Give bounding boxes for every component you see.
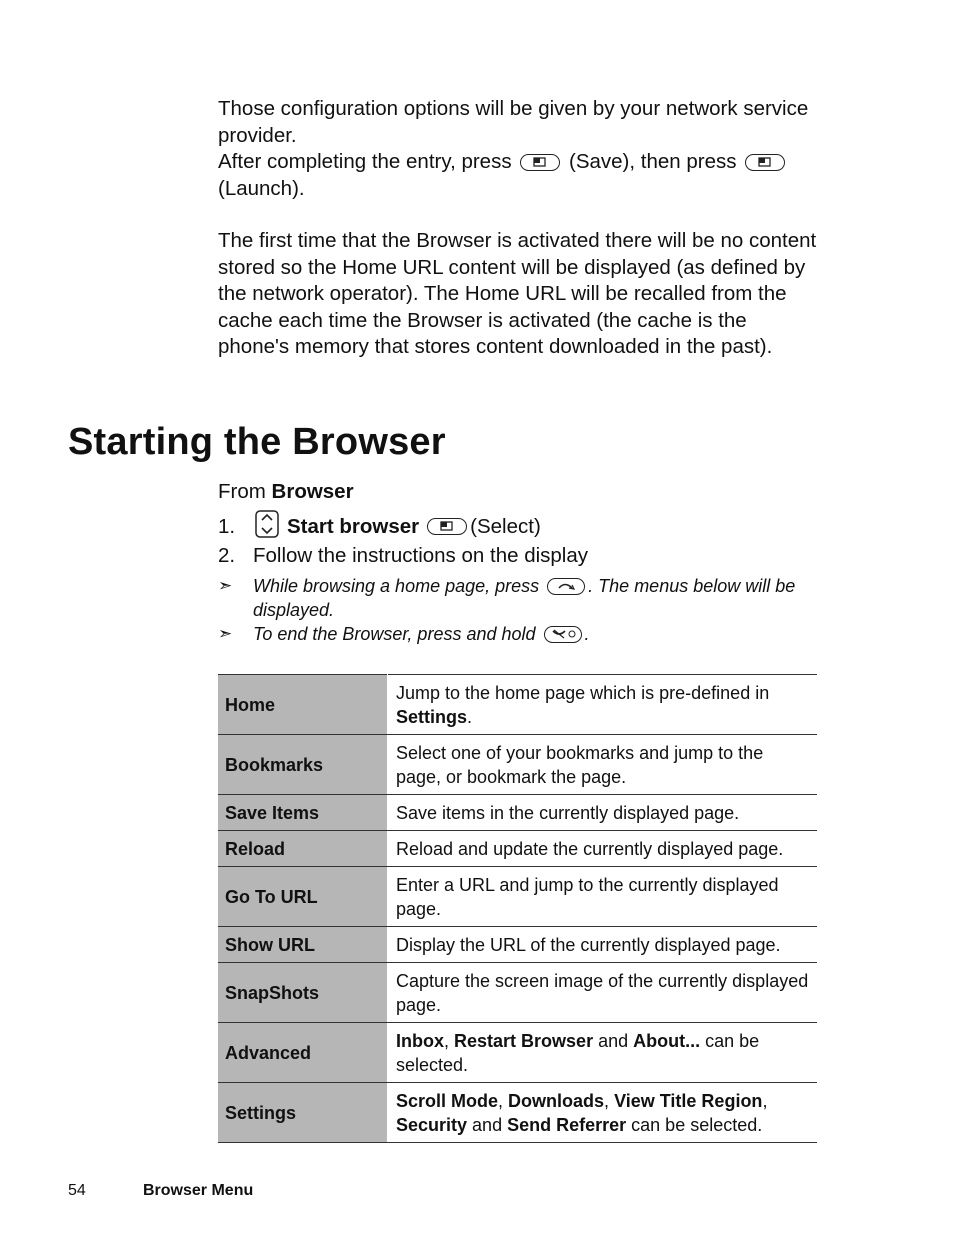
menu-term: Settings	[218, 1083, 388, 1143]
page-title: Starting the Browser	[68, 421, 446, 463]
menu-description: Jump to the home page which is pre-defined in Settings.	[388, 675, 818, 735]
intro-line-1: Those configuration options will be given by your network service provider.	[218, 97, 809, 147]
browser-menu-table	[218, 674, 817, 1143]
steps-list	[218, 512, 818, 570]
step-2-text: Follow the instructions on the display	[253, 543, 589, 567]
menu-term: Home	[218, 675, 388, 735]
table-row	[218, 1023, 817, 1083]
table-row	[218, 831, 817, 867]
note-2: ➣ To end the Browser, press and hold .	[218, 624, 590, 644]
menu-description: Display the URL of the currently displayed page.	[388, 927, 818, 963]
table-row	[218, 963, 817, 1023]
menu-description: Reload and update the currently displayed page.	[388, 831, 818, 867]
menu-term: SnapShots	[218, 963, 388, 1023]
table-row	[218, 1083, 817, 1143]
intro-paragraph-1	[218, 96, 818, 202]
menu-description: Capture the screen image of the currently displayed page.	[388, 963, 818, 1023]
menu-description: Save items in the currently displayed page.	[388, 795, 818, 831]
soft-key-icon	[427, 518, 467, 535]
from-line	[218, 480, 354, 504]
step-2	[218, 541, 818, 570]
menu-term: Save Items	[218, 795, 388, 831]
menu-term: Reload	[218, 831, 388, 867]
note-arrow-icon: ➣	[218, 576, 233, 595]
step-1-after: (Select)	[470, 514, 541, 538]
soft-key-icon	[745, 154, 785, 171]
send-key-icon	[547, 578, 585, 595]
menu-description: Select one of your bookmarks and jump to the page, or bookmark the page.	[388, 735, 818, 795]
intro-line-2: After completing the entry, press (Save), then press (Launch).	[218, 149, 818, 202]
note-1: ➣ While browsing a home page, press . The menus below will be displayed.	[218, 576, 796, 620]
step-1-action: Start browser	[287, 514, 420, 538]
menu-term: Advanced	[218, 1023, 388, 1083]
page-number: 54	[68, 1182, 86, 1199]
menu-description: Enter a URL and jump to the currently displayed page.	[388, 867, 818, 927]
menu-term: Bookmarks	[218, 735, 388, 795]
menu-term: Go To URL	[218, 867, 388, 927]
menu-description: Scroll Mode, Downloads, View Title Region, Security and Send Referrer can be selected.	[388, 1083, 818, 1143]
table-row	[218, 795, 817, 831]
navigation-key-icon	[255, 510, 279, 544]
table-row	[218, 735, 817, 795]
step-1	[218, 512, 818, 541]
soft-key-icon	[520, 154, 560, 171]
table-row	[218, 867, 817, 927]
from-prefix: From	[218, 480, 266, 503]
menu-description: Inbox, Restart Browser and About... can be selected.	[388, 1023, 818, 1083]
notes-list	[218, 574, 818, 646]
note-arrow-icon: ➣	[218, 624, 233, 643]
step-number: 1.	[218, 514, 236, 538]
from-target: Browser	[271, 480, 354, 503]
end-power-key-icon	[544, 626, 582, 643]
table-row	[218, 927, 817, 963]
step-number: 2.	[218, 543, 236, 567]
intro-paragraph-2	[218, 228, 818, 361]
table-row	[218, 675, 817, 735]
menu-term: Show URL	[218, 927, 388, 963]
section-title: Browser Menu	[143, 1182, 254, 1199]
intro-paragraph-2-text: The first time that the Browser is activated there will be no content stored so the Home URL content will be displayed (as defined by the network operator). The Home URL will be recalled from the cache each time the Browser is activated (the cache is the phone's memory that stores content downloaded in the past).	[218, 229, 817, 358]
